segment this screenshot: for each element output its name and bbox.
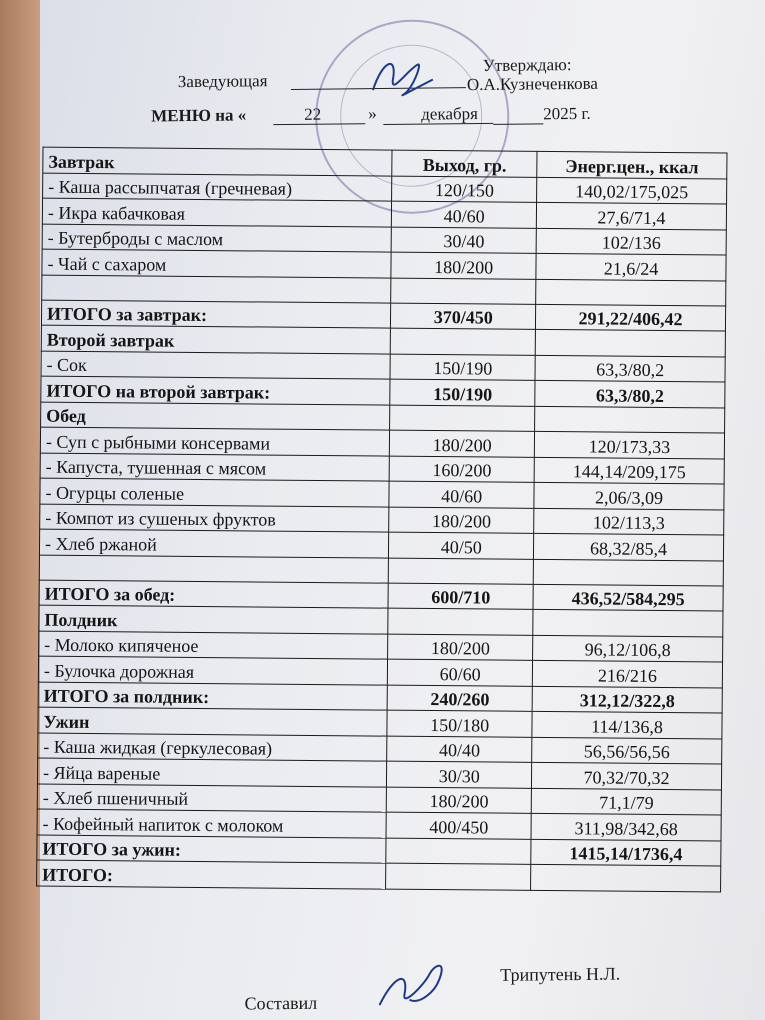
energy-cell: 27,6/71,4 — [536, 202, 726, 229]
energy-cell: 2,06/3,09 — [534, 482, 724, 509]
dish-cell: ИТОГО за завтрак: — [41, 300, 391, 329]
menu-document — [14, 0, 765, 1020]
dish-cell: - Огурцы соленые — [40, 478, 390, 507]
output-cell — [386, 863, 531, 890]
energy-cell: 144,14/209,175 — [534, 457, 724, 484]
energy-cell — [535, 406, 725, 433]
output-cell: 40/50 — [389, 532, 534, 559]
menu-day: 22 — [304, 104, 322, 124]
energy-cell: 68,32/85,4 — [534, 533, 724, 560]
dish-cell: ИТОГО за полдник: — [38, 682, 388, 711]
output-cell: 400/450 — [386, 812, 531, 839]
energy-cell: 216/216 — [532, 660, 722, 687]
energy-cell — [536, 279, 726, 306]
energy-cell: 63,3/80,2 — [535, 355, 725, 382]
dish-cell: - Булочка дорожная — [38, 656, 388, 685]
menu-table — [36, 147, 727, 892]
energy-cell: 21,6/24 — [536, 253, 726, 280]
energy-cell: 311,98/342,68 — [531, 813, 721, 840]
output-cell: 30/30 — [387, 761, 532, 788]
energy-cell: 120/173,33 — [534, 431, 724, 458]
output-cell: 60/60 — [388, 659, 533, 686]
energy-cell: 102/113,3 — [534, 508, 724, 535]
menu-month: декабря — [421, 104, 479, 124]
output-cell: 120/150 — [392, 176, 537, 203]
output-cell: 40/40 — [387, 736, 532, 763]
output-cell — [390, 405, 535, 432]
dish-cell: - Сок — [41, 351, 391, 380]
dish-cell: - Капуста, тушенная с мясом — [40, 453, 390, 482]
dish-cell: - Хлеб пшеничный — [37, 784, 387, 813]
energy-cell: 1415,14/1736,4 — [531, 839, 721, 866]
energy-cell: 140,02/175,025 — [537, 177, 727, 204]
dish-cell: Второй завтрак — [41, 325, 391, 354]
energy-cell: 96,12/106,8 — [533, 635, 723, 662]
dish-cell: - Каша жидкая (геркулесовая) — [38, 733, 388, 762]
output-cell: 180/200 — [390, 430, 535, 457]
energy-cell: 56,56/56,56 — [532, 737, 722, 764]
column-header-output: Выход, гр. — [392, 150, 537, 177]
output-cell: 150/180 — [387, 710, 532, 737]
output-cell: 370/450 — [391, 303, 536, 330]
output-cell: 180/200 — [391, 252, 536, 279]
energy-cell: 70,32/70,32 — [532, 762, 722, 789]
energy-cell — [535, 329, 725, 356]
menu-label: МЕНЮ на « — [151, 105, 247, 126]
menu-table-body — [37, 173, 727, 892]
output-cell: 180/200 — [387, 787, 532, 814]
output-cell: 40/60 — [392, 201, 537, 228]
output-cell — [391, 328, 536, 355]
output-cell: 160/200 — [389, 456, 534, 483]
dish-cell: - Каша рассыпчатая (гречневая) — [43, 173, 393, 202]
approval-signature — [363, 49, 444, 110]
output-cell: 40/60 — [389, 481, 534, 508]
energy-cell: 114/136,8 — [532, 711, 722, 738]
approve-label: Утверждаю: — [482, 55, 572, 75]
energy-cell — [531, 864, 721, 891]
dish-cell: Полдник — [39, 605, 389, 634]
compiler-name: Трипутень Н.Л. — [500, 963, 621, 985]
head-label: Заведующая — [177, 71, 268, 92]
dish-cell: ИТОГО за ужин: — [37, 835, 387, 864]
dish-cell: - Икра кабачковая — [42, 198, 392, 227]
menu-year: 2025 г. — [543, 103, 591, 124]
energy-cell — [533, 559, 723, 586]
approver-name: О.А.Кузнеченкова — [466, 73, 598, 95]
dish-cell: - Кофейный напиток с молоком — [37, 809, 387, 838]
year-line — [493, 123, 543, 125]
energy-cell: 63,3/80,2 — [535, 380, 725, 407]
energy-cell: 291,22/406,42 — [536, 304, 726, 331]
compiler-signature — [369, 954, 460, 1015]
dish-cell — [39, 555, 389, 583]
dish-cell: - Молоко кипяченое — [39, 631, 389, 660]
column-header-dish: Завтрак — [43, 147, 393, 176]
output-cell — [386, 838, 531, 865]
energy-cell: 71,1/79 — [531, 788, 721, 815]
output-cell: 180/200 — [388, 634, 533, 661]
output-cell: 600/710 — [388, 583, 533, 610]
output-cell — [391, 278, 536, 304]
output-cell — [388, 608, 533, 635]
dish-cell — [42, 275, 392, 303]
energy-cell: 436,52/584,295 — [533, 584, 723, 611]
dish-cell: Обед — [41, 402, 391, 431]
dish-cell: Ужин — [38, 707, 388, 736]
total-row — [37, 860, 721, 891]
dish-cell: ИТОГО за обед: — [39, 580, 389, 609]
dish-cell: ИТОГО на второй завтрак: — [41, 376, 391, 405]
column-header-energy: Энерг.цен., ккал — [537, 151, 727, 178]
dish-cell: - Бутерброды с маслом — [42, 224, 392, 253]
output-cell: 180/200 — [389, 507, 534, 534]
output-cell: 150/190 — [390, 379, 535, 406]
dish-cell: - Суп с рыбными консервами — [40, 427, 390, 456]
output-cell — [389, 558, 534, 584]
energy-cell: 312,12/322,8 — [532, 686, 722, 713]
dish-cell: - Компот из сушеных фруктов — [40, 504, 390, 533]
dish-cell: - Яйца вареные — [37, 758, 387, 787]
output-cell: 30/40 — [391, 227, 536, 254]
dish-cell: ИТОГО: — [37, 860, 387, 889]
energy-cell: 102/136 — [536, 228, 726, 255]
dish-cell: - Хлеб ржаной — [39, 529, 389, 558]
output-cell: 240/260 — [387, 685, 532, 712]
output-cell: 150/190 — [390, 354, 535, 381]
dish-cell: - Чай с сахаром — [42, 249, 392, 278]
energy-cell — [533, 609, 723, 636]
compiled-label: Составил — [244, 992, 318, 1014]
quote-close: » — [368, 104, 377, 124]
